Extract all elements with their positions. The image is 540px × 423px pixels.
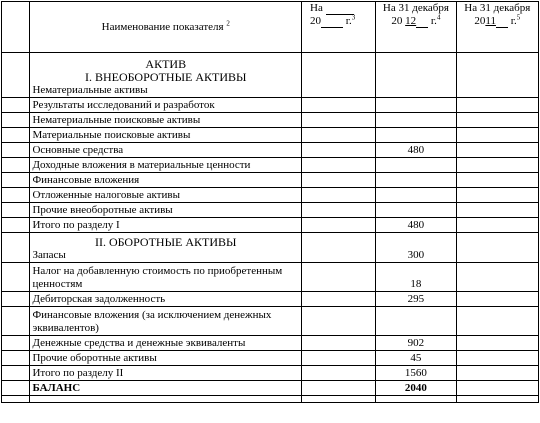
table-row	[2, 128, 539, 143]
row-label: Дебиторская задолженность	[30, 292, 302, 307]
balance-label: БАЛАНС	[30, 381, 302, 396]
section-row-current	[2, 233, 539, 263]
value-cell: 902	[376, 336, 456, 351]
table-row	[2, 307, 539, 336]
section-row-noncurrent	[2, 53, 539, 98]
period-2-header-cell	[376, 2, 456, 53]
row-label: Отложенные налоговые активы	[30, 188, 302, 203]
row-label: Нематериальные активы	[32, 84, 148, 96]
period-1-header-line1: На	[304, 2, 373, 15]
row-label: Налог на добавленную стоимость по приобретенным ценностям	[30, 263, 302, 292]
period-1-header-cell	[302, 2, 376, 53]
period-2-header-line2: 20 12 г.$^4$	[391, 13, 441, 27]
value-cell: 18	[376, 263, 456, 292]
table-row-continued	[2, 396, 539, 403]
row-label: Материальные поисковые активы	[30, 128, 302, 143]
table-row	[2, 263, 539, 292]
row-label: Прочие внеоборотные активы	[30, 203, 302, 218]
table-row	[2, 292, 539, 307]
table-row	[2, 158, 539, 173]
name-header-note: 2	[226, 18, 230, 27]
period-2-header-line1: На 31 декабря	[382, 2, 449, 14]
value-cell: 1560	[376, 366, 456, 381]
table-row	[2, 188, 539, 203]
table-row	[2, 203, 539, 218]
row-label: Нематериальные поисковые активы	[30, 113, 302, 128]
table-row	[2, 173, 539, 188]
row-label: Итого по разделу II	[30, 366, 302, 381]
table-row	[2, 366, 539, 381]
balance-sheet-table	[1, 1, 539, 403]
period-1-header-line2: 20 г.$^3$	[310, 13, 356, 27]
row-label: Запасы	[32, 249, 66, 261]
row-label: Финансовые вложения (за исключением денежных эквивалентов)	[30, 307, 302, 336]
name-header-cell	[30, 2, 302, 53]
value-cell: 480	[376, 143, 456, 158]
period-1-year-blank	[321, 17, 343, 28]
current-section-title: II. ОБОРОТНЫЕ АКТИВЫ	[94, 235, 237, 249]
table-row	[2, 98, 539, 113]
assets-section-title: АКТИВ	[145, 57, 187, 71]
balance-value: 2040	[376, 381, 456, 396]
period-3-header-line1: На 31 декабря	[464, 2, 531, 14]
row-label: Прочие оборотные активы	[30, 351, 302, 366]
row-label: Денежные средства и денежные эквиваленты	[30, 336, 302, 351]
period-3-header-cell	[456, 2, 538, 53]
balance-row	[2, 381, 539, 396]
table-row	[2, 143, 539, 158]
value-cell: 300	[376, 233, 456, 263]
code-header-cell	[2, 2, 30, 53]
row-label: Финансовые вложения	[30, 173, 302, 188]
name-header-label: Наименование показателя	[101, 20, 224, 33]
row-label: Итого по разделу I	[30, 218, 302, 233]
table-row	[2, 113, 539, 128]
row-label: Основные средства	[30, 143, 302, 158]
table-row	[2, 218, 539, 233]
table-row	[2, 351, 539, 366]
period-1-date-blank	[326, 4, 354, 15]
row-label: Результаты исследований и разработок	[30, 98, 302, 113]
table-row	[2, 336, 539, 351]
value-cell: 45	[376, 351, 456, 366]
noncurrent-section-title: I. ВНЕОБОРОТНЫЕ АКТИВЫ	[84, 70, 247, 84]
row-label: Доходные вложения в материальные ценности	[30, 158, 302, 173]
header-row	[2, 2, 539, 53]
value-cell: 480	[376, 218, 456, 233]
period-3-header-line2: 2011 г.$^5$	[474, 13, 521, 27]
value-cell: 295	[376, 292, 456, 307]
